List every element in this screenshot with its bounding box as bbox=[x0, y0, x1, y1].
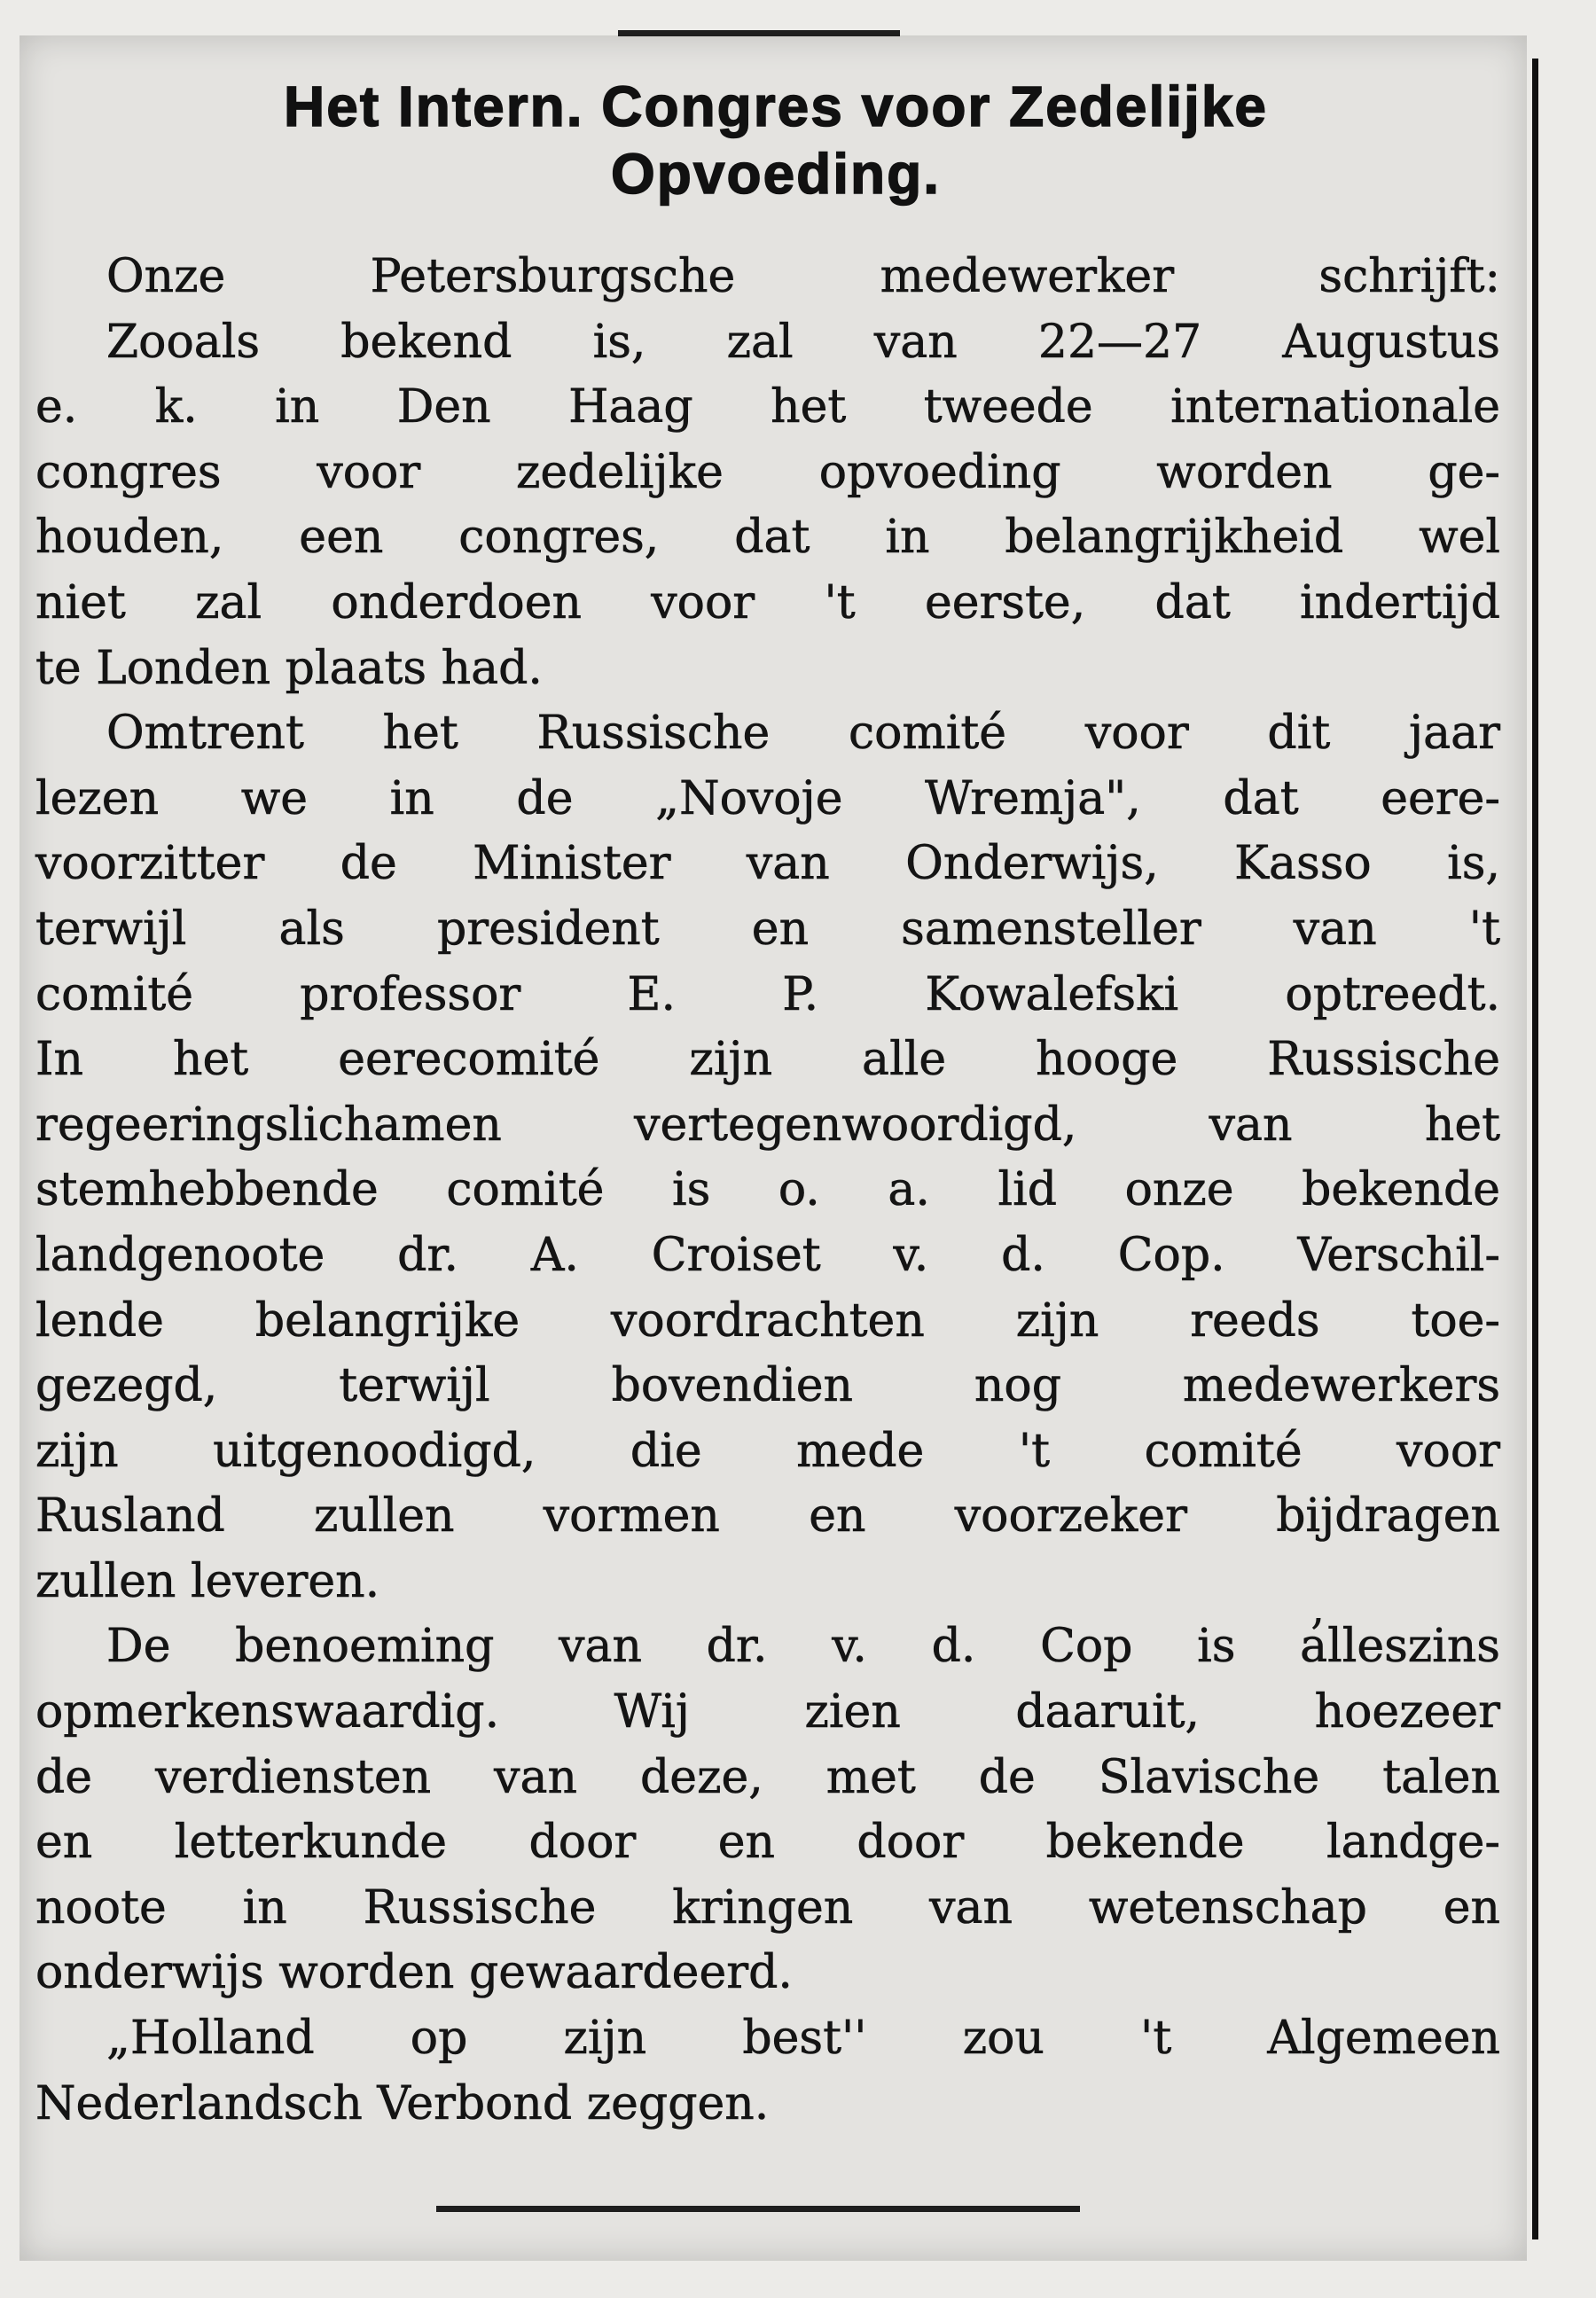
article-line: zullen leveren. bbox=[35, 1554, 380, 1608]
article-line: terwijl als president en samensteller van 't bbox=[35, 902, 1500, 956]
article-line: Onze Petersburgsche medewerker schrijft: bbox=[106, 250, 1500, 303]
article-line: noote in Russische kringen van wetenschap en bbox=[35, 1880, 1500, 1935]
top-rule bbox=[618, 30, 900, 36]
column-rule bbox=[1532, 59, 1538, 2239]
article-line: voorzitter de Minister van Onderwijs, Kasso is, bbox=[35, 837, 1500, 891]
stray-print-mark: , bbox=[1310, 1582, 1326, 1635]
article-line: In het eerecomité zijn alle hooge Russische bbox=[35, 1033, 1500, 1087]
article-line: stemhebbende comité is o. a. lid onze bekende bbox=[35, 1163, 1500, 1217]
article-line: Nederlandsch Verbond zeggen. bbox=[35, 2076, 770, 2130]
headline-line-1: Het Intern. Congres voor Zedelijke bbox=[284, 74, 1268, 138]
article-line: De benoeming van dr. v. d. Cop is alleszins bbox=[106, 1620, 1500, 1674]
article-line: „Holland op zijn best'' zou 't Algemeen bbox=[106, 2012, 1500, 2066]
article-line: houden, een congres, dat in belangrijkheid wel bbox=[35, 511, 1500, 565]
article-line: Zooals bekend is, zal van 22—27 Augustus bbox=[106, 315, 1500, 369]
article-line: opmerkenswaardig. Wij zien daaruit, hoezeer bbox=[35, 1685, 1500, 1739]
article-line: congres voor zedelijke opvoeding worden ge- bbox=[35, 445, 1500, 499]
bottom-rule bbox=[436, 2206, 1080, 2212]
article-headline bbox=[35, 73, 1516, 207]
article-line: lezen we in de „Novoje Wremja", dat eere- bbox=[35, 771, 1500, 825]
article-line: en letterkunde door en door bekende landge- bbox=[35, 1816, 1500, 1870]
article-line: lende belangrijke voordrachten zijn reeds toe- bbox=[35, 1294, 1500, 1348]
article-line: zijn uitgenoodigd, die mede 't comité voor bbox=[35, 1424, 1500, 1478]
article-line: gezegd, terwijl bovendien nog medewerkers bbox=[35, 1359, 1500, 1413]
headline-line-2: Opvoeding. bbox=[611, 142, 941, 206]
article-line: de verdiensten van deze, met de Slavische talen bbox=[35, 1750, 1500, 1804]
article-line: te Londen plaats had. bbox=[35, 641, 543, 695]
article-line: Omtrent het Russische comité voor dit jaar bbox=[106, 707, 1500, 761]
article-line: e. k. in Den Haag het tweede internationale bbox=[35, 380, 1500, 434]
article-line: niet zal onderdoen voor 't eerste, dat indertijd bbox=[35, 575, 1500, 629]
article-line: onderwijs worden gewaardeerd. bbox=[35, 1946, 793, 2000]
article-line: regeeringslichamen vertegenwoordigd, van het bbox=[35, 1098, 1500, 1152]
article-line: landgenoote dr. A. Croiset v. d. Cop. Verschil- bbox=[35, 1228, 1500, 1282]
article-line: comité professor E. P. Kowalefski optreedt. bbox=[35, 967, 1500, 1021]
article-line: Rusland zullen vormen en voorzeker bijdragen bbox=[35, 1489, 1500, 1544]
article-body bbox=[35, 245, 1500, 2137]
